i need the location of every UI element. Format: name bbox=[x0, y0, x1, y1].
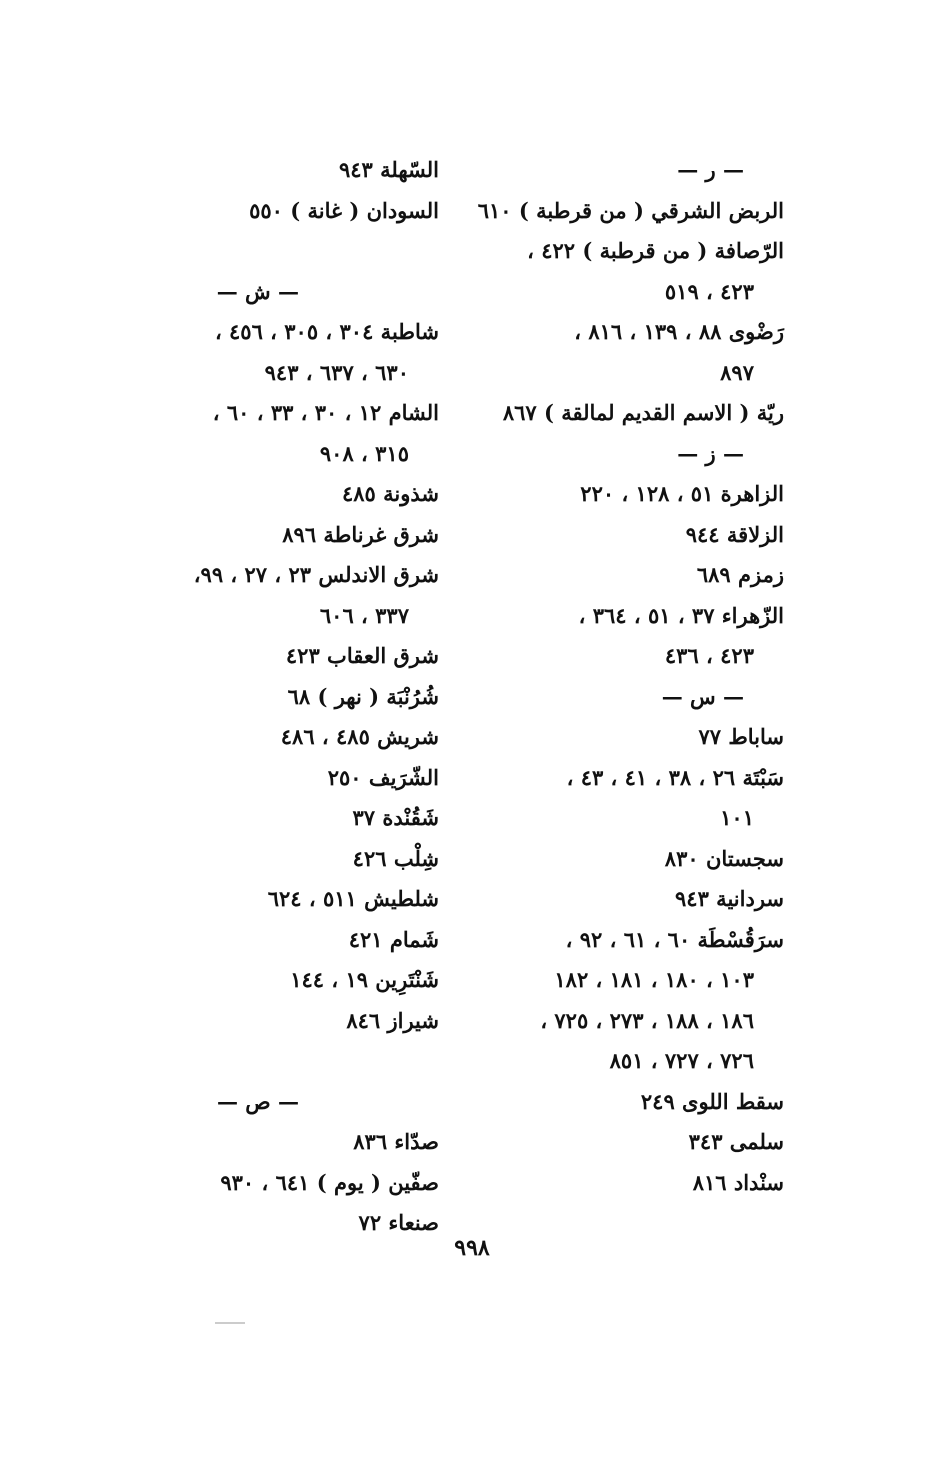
index-entry-continuation: ٤٢٣ ، ٥١٩ bbox=[664, 278, 754, 304]
index-entry: شاطبة ٣٠٤ ، ٣٠٥ ، ٤٥٦ ، bbox=[214, 319, 439, 344]
letter-section-header: — ش — bbox=[216, 278, 299, 304]
index-entry: شرق الاندلس ٢٣ ، ٢٧ ، ٩٩، bbox=[193, 562, 439, 587]
left-column bbox=[99, 150, 439, 1244]
index-entry: صنعاء ٧٢ bbox=[358, 1210, 439, 1235]
index-entry: سقط اللوى ٢٤٩ bbox=[640, 1088, 784, 1114]
index-entry-continuation: ٤٢٣ ، ٤٣٦ bbox=[664, 643, 754, 668]
index-entry: سرَقُسْطَة ٦٠ ، ٦١ ، ٩٢ ، bbox=[565, 926, 784, 952]
index-entry: السودان ( غانة ) ٥٥٠ bbox=[249, 197, 439, 223]
index-entry-continuation: ١٠١ bbox=[720, 805, 754, 830]
letter-section-header: — ز — bbox=[677, 440, 744, 466]
letter-section-header: — ص — bbox=[216, 1088, 299, 1114]
index-entry: صفّين ( يوم ) ٦٤١ ، ٩٣٠ bbox=[220, 1169, 439, 1195]
index-entry: زمزم ٦٨٩ bbox=[696, 562, 784, 587]
index-entry: سلمى ٣٤٣ bbox=[688, 1129, 784, 1154]
index-entry-continuation: ٣١٥ ، ٩٠٨ bbox=[319, 440, 409, 466]
index-entry: سجستان ٨٣٠ bbox=[664, 845, 784, 871]
scan-smudge bbox=[215, 1322, 245, 1324]
index-entry: شرق العقاب ٤٢٣ bbox=[285, 643, 439, 668]
index-entry: شَمام ٤٢١ bbox=[348, 926, 439, 952]
index-entry-continuation: ٣٣٧ ، ٦٠٦ bbox=[319, 602, 409, 628]
letter-section-header: — ر — bbox=[677, 157, 744, 182]
letter-section-header: — س — bbox=[661, 683, 744, 709]
index-entry: صدّاء ٨٣٦ bbox=[353, 1129, 439, 1154]
index-entry-continuation: ٦٣٠ ، ٦٣٧ ، ٩٤٣ bbox=[264, 359, 409, 385]
index-entry: شِلْب ٤٢٦ bbox=[352, 845, 439, 871]
index-entry: شلطيش ٥١١ ، ٦٢٤ bbox=[267, 886, 439, 911]
index-entry: السّهلة ٩٤٣ bbox=[338, 157, 439, 182]
index-entry-continuation: ١٠٣ ، ١٨٠ ، ١٨١ ، ١٨٢ bbox=[554, 967, 754, 992]
index-entry-continuation: ٨٩٧ bbox=[720, 359, 754, 385]
index-entry: شذونة ٤٨٥ bbox=[341, 481, 439, 506]
spacer bbox=[99, 1041, 439, 1082]
index-entry: الزّهراء ٣٧ ، ٥١ ، ٣٦٤ ، bbox=[578, 602, 784, 628]
index-entry-continuation: ٧٢٦ ، ٧٢٧ ، ٨٥١ bbox=[609, 1048, 754, 1073]
index-entry: شريش ٤٨٥ ، ٤٨٦ bbox=[280, 724, 439, 749]
index-entry: شرق غرناطة ٨٩٦ bbox=[282, 521, 439, 547]
index-entry: الشّرَيف ٢٥٠ bbox=[327, 764, 439, 790]
index-entry: ريّة ( الاسم القديم لمالقة ) ٨٦٧ bbox=[502, 400, 784, 425]
index-entry: الرّصافة ( من قرطبة ) ٤٢٢ ، bbox=[527, 238, 784, 263]
index-entry: سردانية ٩٤٣ bbox=[675, 886, 784, 911]
index-entry: شيراز ٨٤٦ bbox=[346, 1007, 439, 1033]
index-entry: سنْداد ٨١٦ bbox=[692, 1169, 784, 1195]
page-number: ٩٩٨ bbox=[454, 1235, 490, 1261]
index-entry: الربض الشرقي ( من قرطبة ) ٦١٠ bbox=[477, 197, 784, 223]
index-entry: الزاهرة ٥١ ، ١٢٨ ، ٢٢٠ bbox=[580, 481, 784, 506]
index-entry: رَضْوى ٨٨ ، ١٣٩ ، ٨١٦ ، bbox=[574, 319, 784, 344]
index-entry: سَبْتَة ٢٦ ، ٣٨ ، ٤١ ، ٤٣ ، bbox=[566, 764, 784, 790]
right-column bbox=[444, 150, 784, 1203]
spacer bbox=[99, 231, 439, 272]
index-entry: الزلاقة ٩٤٤ bbox=[685, 521, 784, 547]
index-entry: شُرُنْبَة ( نهر ) ٦٨ bbox=[287, 683, 439, 709]
index-entry: الشام ١٢ ، ٣٠ ، ٣٣ ، ٦٠ ، bbox=[212, 400, 439, 425]
index-entry: شَقُنْدة ٣٧ bbox=[352, 805, 439, 830]
index-entry: شَنْتَرِين ١٩ ، ١٤٤ bbox=[290, 967, 439, 992]
index-entry: ساباط ٧٧ bbox=[698, 724, 784, 749]
index-entry-continuation: ١٨٦ ، ١٨٨ ، ٢٧٣ ، ٧٢٥ ، bbox=[540, 1007, 754, 1033]
